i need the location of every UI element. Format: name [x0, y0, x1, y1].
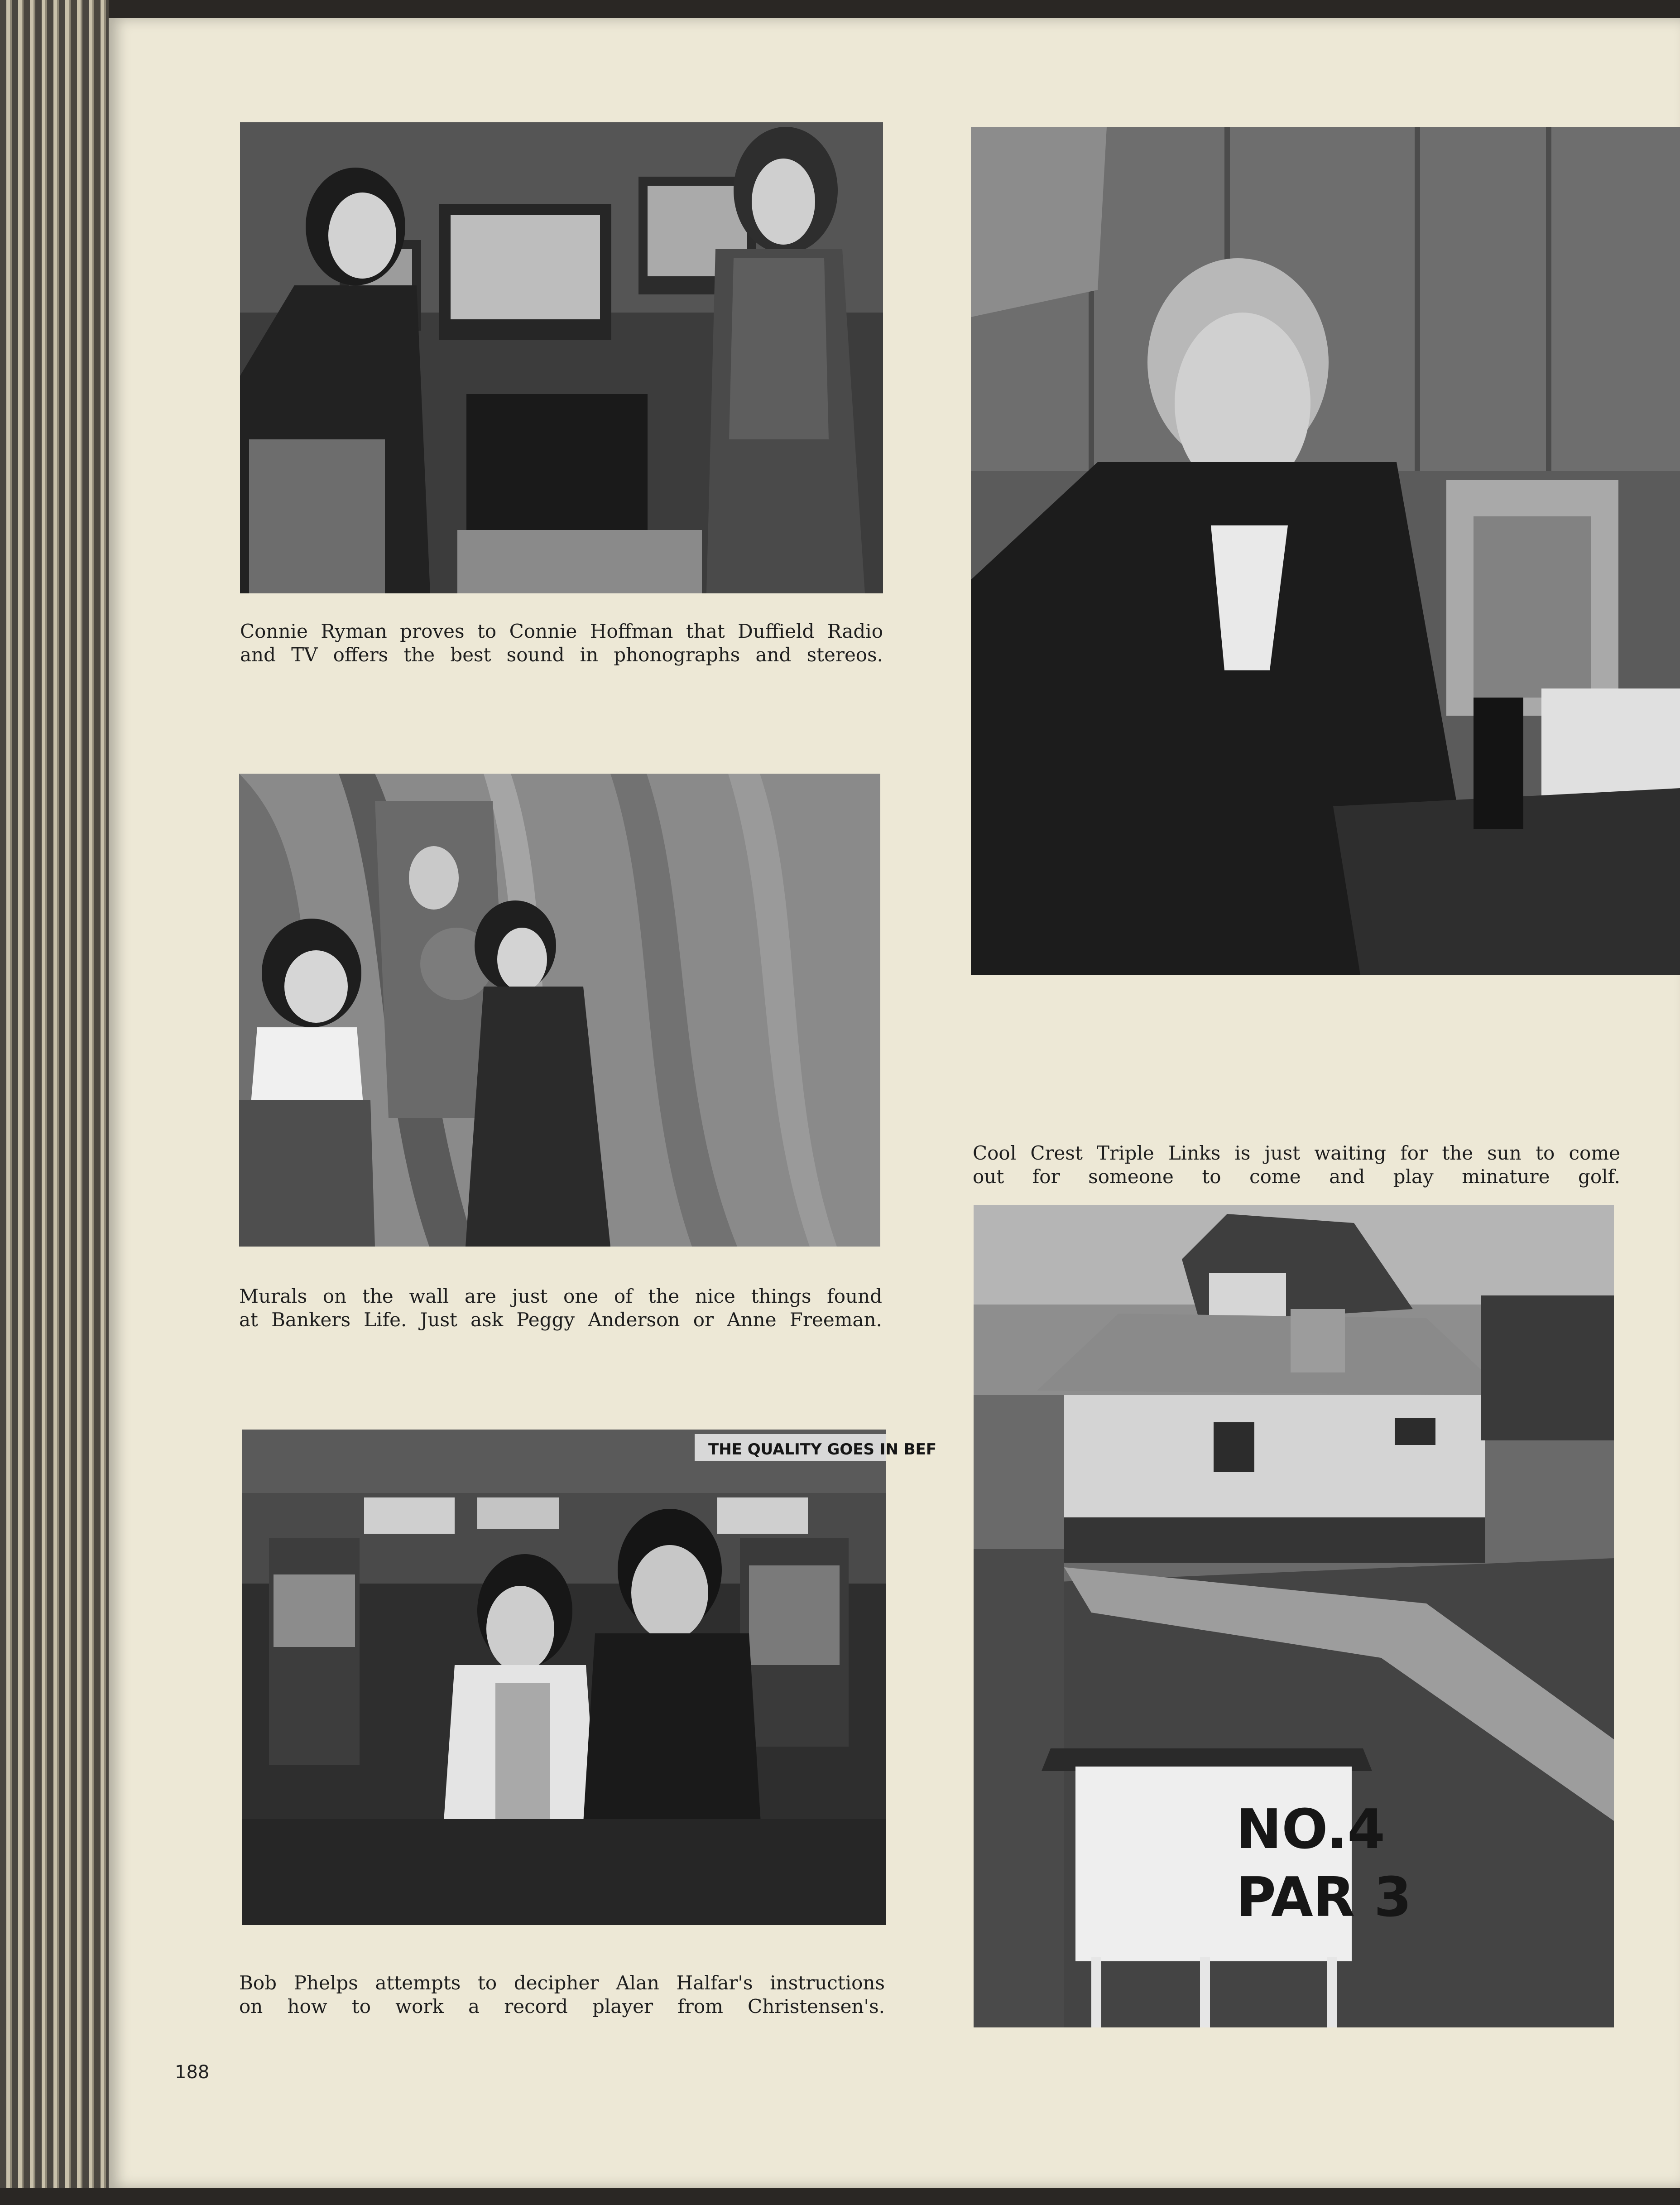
- caption-line: Cool Crest Triple Links is just waiting for the sun to come: [973, 1142, 1620, 1164]
- caption-christensens: [239, 1971, 885, 2018]
- caption-line: Connie Ryman proves to Connie Hoffman that Duffield Radio: [240, 620, 883, 642]
- photo-christensens-record-player: [242, 1430, 937, 1925]
- caption-radio-tv: [240, 620, 883, 667]
- caption-bankers-life: [239, 1285, 882, 1332]
- caption-line: out for someone to come and play minature golf.: [973, 1165, 1620, 1188]
- caption-line: Murals on the wall are just one of the nice things found: [239, 1285, 882, 1307]
- book-cover-bottom: [0, 2188, 1680, 2205]
- hole-number-text: NO.4: [1236, 1798, 1385, 1861]
- caption-line: at Bankers Life. Just ask Peggy Anderson or Anne Freeman.: [239, 1309, 882, 1331]
- yearbook-page: [109, 18, 1680, 2188]
- caption-mini-golf: [973, 1141, 1620, 1189]
- photo-mini-golf: [974, 1205, 1614, 2027]
- photo-soda-fountain: [971, 127, 1680, 975]
- photo-radio-tv-store: [240, 122, 883, 593]
- store-sign-text: THE QUALITY GOES IN BEF: [708, 1440, 937, 1459]
- par-text: PAR 3: [1236, 1866, 1412, 1929]
- book-cover-top: [0, 0, 1680, 18]
- caption-line: Bob Phelps attempts to decipher Alan Halfar's instructions: [239, 1972, 885, 1994]
- photo-bankers-life-mural: [239, 774, 880, 1247]
- caption-line: on how to work a record player from Christensen's.: [239, 1995, 885, 2017]
- caption-line: and TV offers the best sound in phonographs and stereos.: [240, 644, 883, 666]
- page-number: 188: [175, 2062, 210, 2083]
- book-page-edges: [0, 0, 109, 2205]
